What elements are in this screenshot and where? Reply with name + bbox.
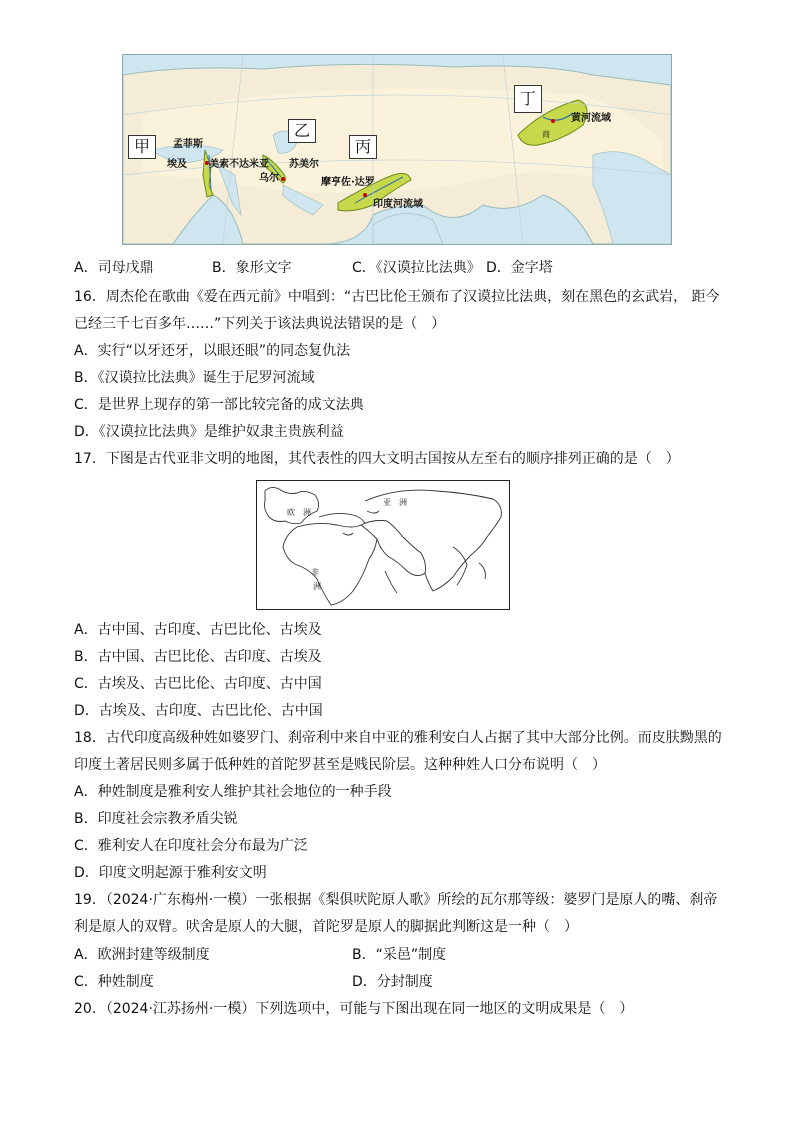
q18-option-c: C．雅利安人在印度社会分布最为广泛 bbox=[74, 838, 308, 854]
q19-option-a: A．欧洲封建等级制度 bbox=[74, 947, 210, 963]
map2-label-africa-2: 洲 bbox=[313, 582, 321, 591]
q18-option-b: B．印度社会宗教矛盾尖锐 bbox=[74, 811, 238, 827]
map-box-jia: 甲 bbox=[128, 135, 156, 159]
q18-stem-line1: 18．古代印度高级种姓如婆罗门、刹帝利中来自中亚的雅利安白人占据了其中大部分比例。而皮肤黝黑的 bbox=[74, 730, 722, 746]
q16-option-c: C．是世界上现存的第一部比较完备的成文法典 bbox=[74, 397, 364, 413]
map2-label-africa-1: 非 bbox=[311, 568, 319, 577]
q16-option-b: B．《汉谟拉比法典》诞生于尼罗河流域 bbox=[74, 370, 315, 386]
q18-stem-line2: 印度土著居民则多属于低种姓的首陀罗甚至是贱民阶层。这种种姓人口分布说明（ ） bbox=[74, 757, 606, 773]
q15-option-d: D．金字塔 bbox=[486, 260, 553, 276]
q18-option-a: A．种姓制度是雅利安人维护其社会地位的一种手段 bbox=[74, 784, 392, 800]
map-label-yellow-river: 黄河流域 bbox=[571, 113, 611, 124]
afro-asian-map bbox=[256, 480, 510, 610]
map-label-indus-valley: 印度河流域 bbox=[373, 199, 423, 210]
civilizations-map bbox=[122, 54, 672, 245]
q16-stem-line1: 16．周杰伦在歌曲《爱在西元前》中唱到：“古巴比伦王颁布了汉谟拉比法典，刻在黑色的玄武岩， 距今 bbox=[74, 289, 720, 305]
map2-label-asia: 亚 洲 bbox=[383, 498, 407, 507]
q19-option-d: D．分封制度 bbox=[352, 974, 433, 990]
q17-option-b: B．古中国、古巴比伦、古印度、古埃及 bbox=[74, 649, 322, 665]
q19-stem-line2: 利是原人的双臂。吠舍是原人的大腿，首陀罗是原人的脚据此判断这是一种（ ） bbox=[74, 919, 578, 935]
map-label-shang: 商 bbox=[542, 130, 550, 139]
map2-label-europe: 欧 洲 bbox=[287, 508, 311, 517]
q16-stem-line2: 已经三千七百多年……”下列关于该法典说法错误的是（ ） bbox=[74, 316, 446, 332]
q16-option-d: D．《汉谟拉比法典》是维护奴隶主贵族利益 bbox=[74, 424, 344, 440]
map-label-mesopotamia: 美索不达米亚 bbox=[209, 159, 269, 170]
q17-option-d: D．古埃及、古印度、古巴比伦、古中国 bbox=[74, 703, 323, 719]
q19-stem-line1: 19．（2024·广东梅州·一模）一张根据《梨俱吠陀原人歌》所绘的瓦尔那等级：婆罗门是原人的嘴、刹帝 bbox=[74, 892, 718, 908]
map-label-sumer: 苏美尔 bbox=[289, 159, 319, 170]
map-label-memphis: 孟菲斯 bbox=[173, 139, 203, 150]
q19-option-b: B．“采邑”制度 bbox=[352, 947, 447, 963]
civilizations-map-drawing bbox=[123, 55, 671, 244]
map-label-mohenjo-daro: 摩亨佐·达罗 bbox=[321, 177, 375, 188]
q20-stem: 20．（2024·江苏扬州·一模）下列选项中，可能与下图出现在同一地区的文明成果是（ ） bbox=[74, 1001, 634, 1017]
map-label-egypt: 埃及 bbox=[167, 159, 187, 170]
q19-option-c: C．种姓制度 bbox=[74, 974, 154, 990]
q17-stem: 17．下图是古代亚非文明的地图，其代表性的四大文明古国按从左至右的顺序排列正确的是（ ） bbox=[74, 451, 680, 467]
map-box-yi: 乙 bbox=[288, 119, 316, 143]
q17-option-c: C．古埃及、古巴比伦、古印度、古中国 bbox=[74, 676, 322, 692]
map-label-ur: 乌尔 bbox=[259, 173, 279, 184]
map-box-ding: 丁 bbox=[514, 85, 542, 113]
q15-option-b: B．象形文字 bbox=[212, 260, 292, 276]
map-box-bing: 丙 bbox=[349, 135, 377, 159]
q18-option-d: D．印度文明起源于雅利安文明 bbox=[74, 865, 267, 881]
q17-option-a: A．古中国、古印度、古巴比伦、古埃及 bbox=[74, 622, 322, 638]
q15-option-a: A．司母戊鼎 bbox=[74, 260, 154, 276]
q16-option-a: A．实行“以牙还牙，以眼还眼”的同态复仇法 bbox=[74, 343, 351, 359]
q15-option-c: C．《汉谟拉比法典》 bbox=[352, 260, 481, 276]
